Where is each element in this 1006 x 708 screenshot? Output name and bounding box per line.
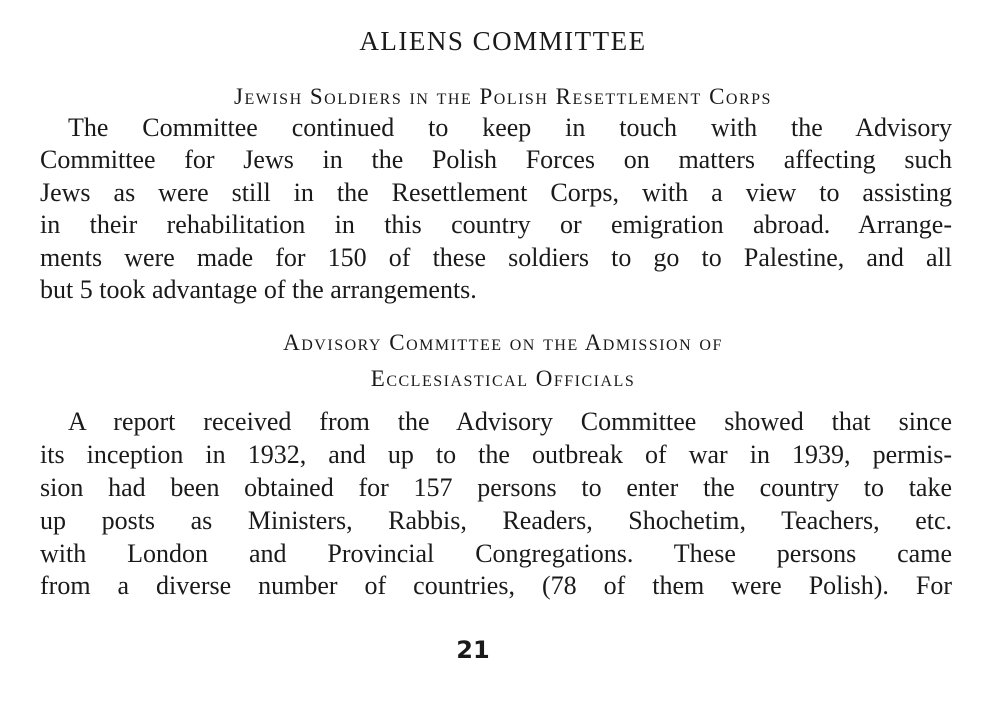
- paragraph-line: sion had been obtained for 157 persons to enter the country to take: [40, 473, 952, 502]
- section-heading-advisory-committee: Advisory Committee on the Admission of: [283, 330, 723, 355]
- page-title: ALIENS COMMITTEE: [359, 26, 647, 56]
- paragraph-line: but 5 took advantage of the arrangements.: [40, 275, 477, 304]
- paragraph-line: up posts as Ministers, Rabbis, Readers, Shochetim, Teachers, etc.: [40, 506, 952, 535]
- paragraph-line: Committee for Jews in the Polish Forces on matters affecting such: [40, 145, 952, 174]
- paragraph-line: in their rehabilitation in this country or emigration abroad. Arrange-: [40, 210, 952, 239]
- page-number: 21: [456, 636, 490, 664]
- section-heading-jewish-soldiers: Jewish Soldiers in the Polish Resettlement Corps: [234, 84, 772, 109]
- paragraph-line: Jews as were still in the Resettlement Corps, with a view to assisting: [40, 178, 952, 207]
- paragraph-line: from a diverse number of countries, (78 of them were Polish). For: [40, 571, 952, 600]
- section-heading-ecclesiastical-officials: Ecclesiastical Officials: [370, 366, 636, 391]
- paragraph-line: with London and Provincial Congregations. These persons came: [40, 539, 952, 568]
- paragraph-line: its inception in 1932, and up to the outbreak of war in 1939, permis-: [40, 440, 952, 469]
- paragraph-line: ments were made for 150 of these soldiers to go to Palestine, and all: [40, 243, 952, 272]
- paragraph-line: A report received from the Advisory Committee showed that since: [68, 407, 952, 436]
- paragraph-line: The Committee continued to keep in touch with the Advisory: [68, 113, 952, 142]
